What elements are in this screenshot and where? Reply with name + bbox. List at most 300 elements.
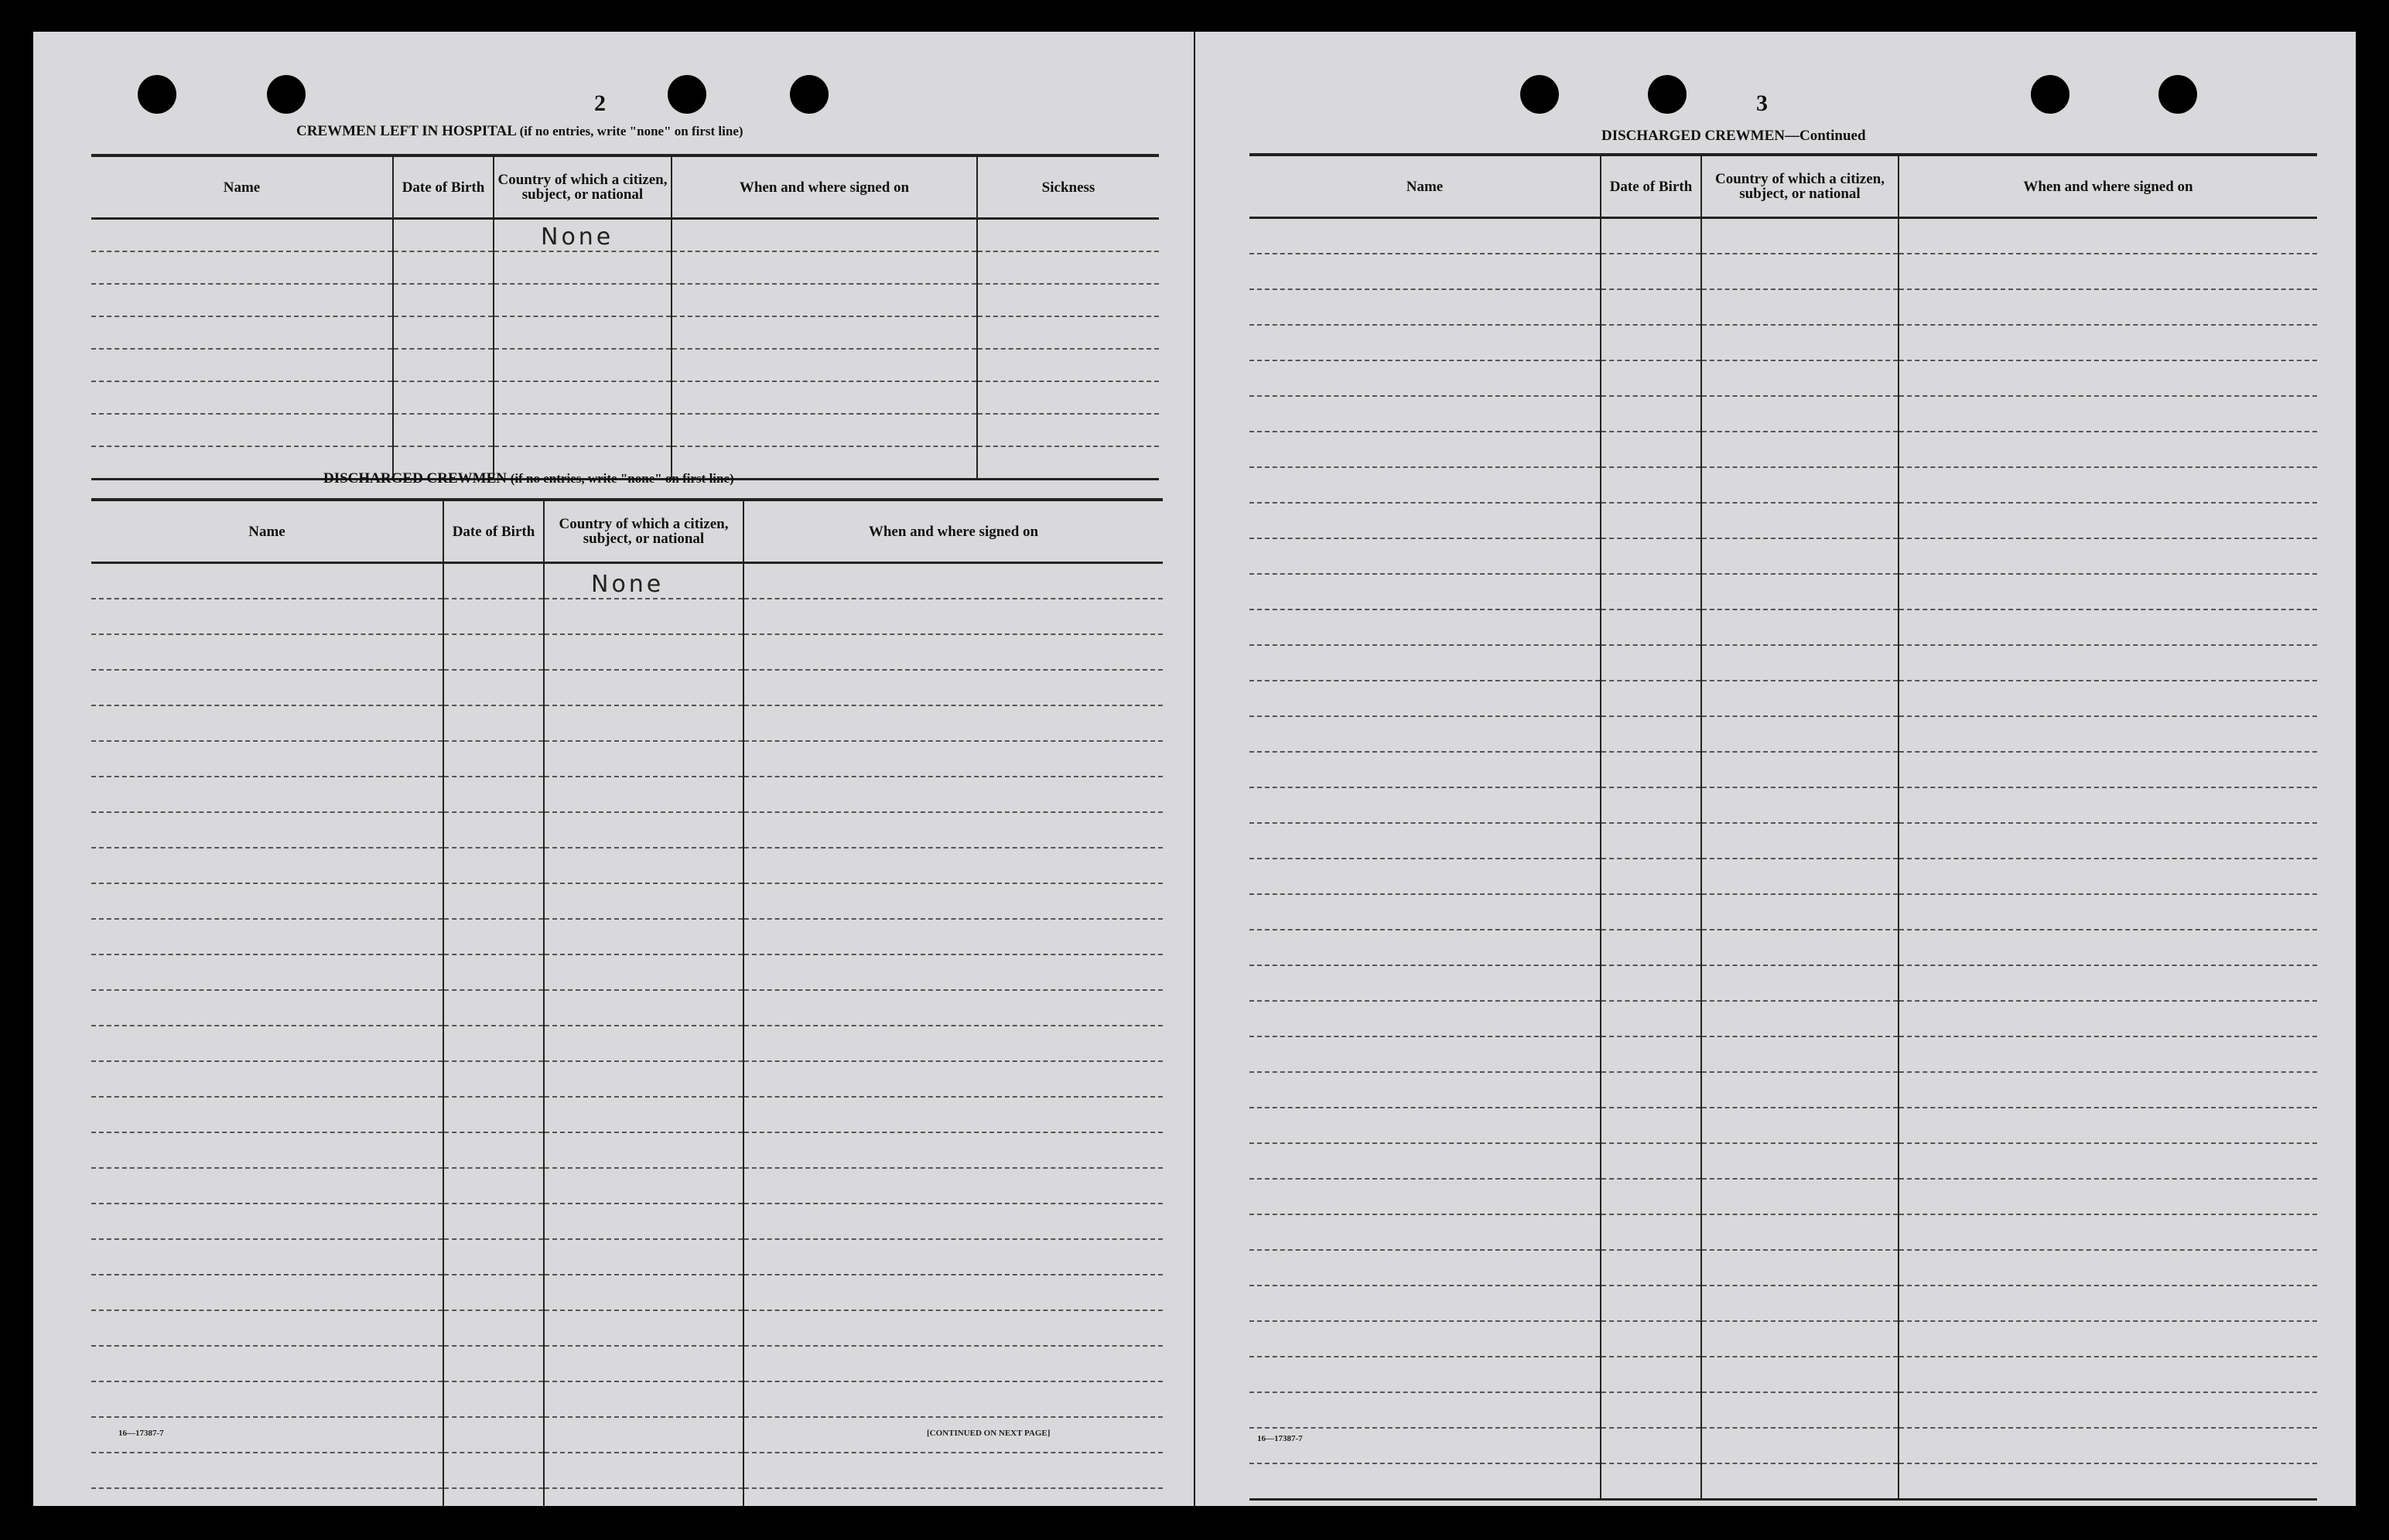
table-row [1249, 1357, 2317, 1392]
table-row [91, 919, 1163, 954]
col-header-dob: Date of Birth [1601, 155, 1701, 218]
table-cell [743, 1168, 1163, 1204]
table-cell [1249, 716, 1601, 752]
table-cell [1899, 574, 2317, 610]
table-cell [1899, 681, 2317, 716]
table-cell [1601, 360, 1701, 396]
table-row [91, 1204, 1163, 1239]
table-row [1249, 1286, 2317, 1321]
table-cell [443, 634, 544, 670]
table-cell [1701, 1108, 1899, 1143]
table-cell [1899, 1392, 2317, 1428]
table-row [1249, 787, 2317, 823]
table-cell [1899, 1357, 2317, 1392]
table-cell [1249, 1001, 1601, 1036]
table-cell [1701, 538, 1899, 574]
table-cell [1899, 1463, 2317, 1500]
table-cell [1899, 894, 2317, 930]
table-cell [1899, 432, 2317, 467]
table-cell [1701, 218, 1899, 254]
table-row [1249, 610, 2317, 645]
table-cell [743, 563, 1163, 599]
table-cell [743, 990, 1163, 1026]
table-cell [743, 1275, 1163, 1310]
punch-hole [668, 75, 706, 114]
table-cell [1601, 574, 1701, 610]
table-cell [443, 1204, 544, 1239]
table-cell [544, 883, 743, 919]
table-row [1249, 503, 2317, 538]
table-cell [1899, 965, 2317, 1001]
punch-hole [2158, 75, 2197, 114]
table-cell [1601, 467, 1701, 503]
table-row [91, 1346, 1163, 1381]
page-number: 2 [594, 90, 606, 116]
punch-hole [1648, 75, 1687, 114]
table-cell [977, 316, 1159, 349]
table-cell [544, 1239, 743, 1275]
table-row [91, 1239, 1163, 1275]
table-cell [91, 1168, 443, 1204]
table-row [1249, 1143, 2317, 1179]
table-cell [91, 251, 393, 284]
table-cell [1899, 503, 2317, 538]
table-cell [977, 251, 1159, 284]
hospital-title-note: (if no entries, write "none" on first line) [519, 124, 743, 138]
table-cell [977, 414, 1159, 446]
table-cell [1249, 538, 1601, 574]
table-cell [1899, 218, 2317, 254]
table-cell [743, 599, 1163, 634]
table-cell [672, 381, 977, 414]
table-cell [1701, 254, 1899, 289]
table-cell [1249, 325, 1601, 360]
table-row [1249, 289, 2317, 325]
form-page-left [33, 32, 1194, 1506]
table-cell [1249, 432, 1601, 467]
table-row [1249, 218, 2317, 254]
punch-hole [267, 75, 306, 114]
table-cell [1601, 1428, 1701, 1463]
table-row [1249, 1108, 2317, 1143]
table-row [91, 1310, 1163, 1346]
table-row [1249, 360, 2317, 396]
table-row [91, 563, 1163, 599]
table-cell [1701, 965, 1899, 1001]
table-cell [91, 349, 393, 381]
table-cell [1601, 503, 1701, 538]
table-cell [1899, 1428, 2317, 1463]
table-cell [443, 1488, 544, 1506]
col-header-name: Name [91, 500, 443, 563]
table-cell [1899, 467, 2317, 503]
table-cell [1899, 1250, 2317, 1286]
table-cell [544, 777, 743, 812]
table-cell [91, 1346, 443, 1381]
table-cell [1249, 254, 1601, 289]
table-cell [1701, 1143, 1899, 1179]
table-cell [494, 381, 672, 414]
table-row [91, 634, 1163, 670]
table-row [91, 284, 1159, 316]
table-cell [544, 705, 743, 741]
table-cell [977, 349, 1159, 381]
table-cell [1249, 965, 1601, 1001]
table-cell [393, 414, 494, 446]
col-header-country: Country of which a citizen, subject, or national [1701, 155, 1899, 218]
discharged-continued-title [1601, 128, 1866, 145]
table-cell [1701, 1286, 1899, 1321]
table-cell [1249, 467, 1601, 503]
table-cell [977, 219, 1159, 252]
table-cell [1701, 467, 1899, 503]
table-cell [91, 741, 443, 777]
table-row [91, 848, 1163, 883]
table-row [1249, 1321, 2317, 1357]
table-cell [443, 1346, 544, 1381]
table-row [1249, 894, 2317, 930]
table-cell [743, 705, 1163, 741]
table-cell [977, 284, 1159, 316]
table-cell [443, 954, 544, 990]
table-row [1249, 823, 2317, 859]
handwritten-entry: None [591, 571, 665, 598]
table-cell [1601, 859, 1701, 894]
table-cell [743, 848, 1163, 883]
table-cell [1701, 360, 1899, 396]
table-cell [1601, 610, 1701, 645]
table-cell [1249, 1463, 1601, 1500]
table-cell [1601, 1286, 1701, 1321]
table-cell [1249, 1392, 1601, 1428]
table-row [1249, 1179, 2317, 1214]
col-header-country: Country of which a citizen, subject, or national [544, 500, 743, 563]
col-header-signed-on: When and where signed on [1899, 155, 2317, 218]
table-cell [544, 1204, 743, 1239]
table-cell [977, 381, 1159, 414]
table-cell [1899, 716, 2317, 752]
table-cell [1701, 325, 1899, 360]
table-cell [1249, 681, 1601, 716]
table-cell [91, 1061, 443, 1097]
table-cell [443, 741, 544, 777]
table-row [91, 1275, 1163, 1310]
table-row [91, 777, 1163, 812]
table-cell [91, 1204, 443, 1239]
table-cell [91, 316, 393, 349]
table-cell [1249, 574, 1601, 610]
table-cell [1701, 1357, 1899, 1392]
table-cell [1249, 396, 1601, 432]
table-cell [443, 1026, 544, 1061]
table-cell [1601, 325, 1701, 360]
col-header-sickness: Sickness [977, 155, 1159, 219]
table-cell [743, 883, 1163, 919]
table-cell [1249, 787, 1601, 823]
table-cell [544, 1275, 743, 1310]
table-cell [1899, 254, 2317, 289]
table-cell [1249, 894, 1601, 930]
table-row [91, 316, 1159, 349]
punch-hole [790, 75, 829, 114]
table-cell [443, 848, 544, 883]
table-cell [1899, 538, 2317, 574]
table-row [1249, 716, 2317, 752]
table-cell [1601, 787, 1701, 823]
table-cell [1249, 1250, 1601, 1286]
table-cell [1899, 823, 2317, 859]
table-cell [91, 919, 443, 954]
hospital-title-text: CREWMEN LEFT IN HOSPITAL [296, 123, 516, 139]
table-cell [1601, 1143, 1701, 1179]
col-header-country: Country of which a citizen, subject, or national [494, 155, 672, 219]
table-cell [1701, 894, 1899, 930]
table-cell [1899, 752, 2317, 787]
table-cell [544, 1488, 743, 1506]
table-cell [1249, 1179, 1601, 1214]
table-cell [91, 1310, 443, 1346]
table-row [1249, 1250, 2317, 1286]
table-cell [443, 1310, 544, 1346]
table-cell [743, 1239, 1163, 1275]
table-cell [1701, 752, 1899, 787]
hospital-table [91, 154, 1159, 480]
table-cell [1701, 930, 1899, 965]
table-cell [91, 1275, 443, 1310]
discharged-continued-table [1249, 153, 2317, 1501]
table-cell [1899, 1179, 2317, 1214]
table-cell [1601, 965, 1701, 1001]
table-cell [743, 1061, 1163, 1097]
table-cell [443, 919, 544, 954]
table-row [91, 954, 1163, 990]
table-cell [494, 316, 672, 349]
table-cell [1701, 1214, 1899, 1250]
table-row [1249, 1428, 2317, 1463]
table-cell [1701, 1321, 1899, 1357]
table-cell [743, 1310, 1163, 1346]
table-cell [393, 219, 494, 252]
table-cell [1701, 1179, 1899, 1214]
table-cell [1701, 432, 1899, 467]
table-cell [1249, 610, 1601, 645]
table-cell [743, 812, 1163, 848]
table-cell [1601, 1392, 1701, 1428]
table-cell [91, 414, 393, 446]
table-cell [1701, 1036, 1899, 1072]
table-cell [743, 919, 1163, 954]
table-cell [91, 990, 443, 1026]
table-cell [1601, 1108, 1701, 1143]
table-cell [91, 883, 443, 919]
table-cell [1601, 1463, 1701, 1500]
table-cell [1249, 289, 1601, 325]
table-cell [1601, 289, 1701, 325]
table-cell [1701, 645, 1899, 681]
table-cell [1701, 574, 1899, 610]
table-cell [1601, 396, 1701, 432]
table-row [91, 219, 1159, 252]
table-cell [544, 990, 743, 1026]
table-cell [1601, 645, 1701, 681]
table-row [91, 1453, 1163, 1488]
table-row [1249, 859, 2317, 894]
table-row [1249, 1214, 2317, 1250]
hospital-section-title [296, 123, 743, 140]
table-cell [1601, 432, 1701, 467]
table-cell [1249, 360, 1601, 396]
table-cell [1249, 859, 1601, 894]
table-cell [494, 219, 672, 252]
col-header-name: Name [91, 155, 393, 219]
table-cell [672, 414, 977, 446]
table-cell [91, 812, 443, 848]
table-cell [1701, 1250, 1899, 1286]
table-cell [1601, 894, 1701, 930]
table-cell [91, 777, 443, 812]
form-number: 16—17387-7 [118, 1429, 164, 1438]
table-cell [977, 446, 1159, 480]
table-cell [672, 349, 977, 381]
table-row [91, 414, 1159, 446]
table-row [1249, 1463, 2317, 1500]
continued-suffix: —Continued [1785, 128, 1866, 144]
table-cell [743, 1132, 1163, 1168]
table-row [91, 381, 1159, 414]
table-row [1249, 1036, 2317, 1072]
table-cell [743, 634, 1163, 670]
table-cell [443, 670, 544, 705]
discharged-title-note: (if no entries, write "none" on first line) [510, 471, 734, 486]
table-row [1249, 645, 2317, 681]
table-cell [1701, 503, 1899, 538]
continued-note: [CONTINUED ON NEXT PAGE] [927, 1429, 1051, 1438]
table-cell [494, 349, 672, 381]
discharged-title-text: DISCHARGED CREWMEN [323, 470, 507, 487]
table-cell [91, 1097, 443, 1132]
table-cell [1701, 823, 1899, 859]
col-header-dob: Date of Birth [443, 500, 544, 563]
table-cell [1899, 396, 2317, 432]
table-cell [743, 670, 1163, 705]
table-cell [544, 1061, 743, 1097]
table-cell [1249, 1072, 1601, 1108]
table-cell [443, 1381, 544, 1417]
table-cell [544, 1168, 743, 1204]
table-row [91, 1381, 1163, 1417]
table-cell [393, 349, 494, 381]
table-row [91, 1061, 1163, 1097]
table-cell [443, 705, 544, 741]
table-cell [1249, 1357, 1601, 1392]
table-cell [1601, 1179, 1701, 1214]
table-row [1249, 574, 2317, 610]
table-cell [544, 634, 743, 670]
handwritten-entry: None [541, 224, 614, 251]
table-cell [494, 251, 672, 284]
table-cell [743, 1204, 1163, 1239]
table-cell [544, 919, 743, 954]
table-cell [544, 1381, 743, 1417]
table-cell [1249, 1321, 1601, 1357]
table-cell [544, 954, 743, 990]
table-cell [393, 251, 494, 284]
table-row [1249, 325, 2317, 360]
table-cell [1249, 1428, 1601, 1463]
table-cell [544, 1346, 743, 1381]
table-cell [91, 1453, 443, 1488]
table-cell [1701, 289, 1899, 325]
table-cell [743, 777, 1163, 812]
table-cell [1249, 823, 1601, 859]
table-cell [1701, 1001, 1899, 1036]
table-cell [743, 1453, 1163, 1488]
table-cell [443, 1168, 544, 1204]
table-cell [443, 990, 544, 1026]
table-cell [1701, 787, 1899, 823]
table-cell [544, 1453, 743, 1488]
table-row [91, 1097, 1163, 1132]
table-cell [91, 284, 393, 316]
table-cell [1899, 1214, 2317, 1250]
table-cell [443, 777, 544, 812]
table-cell [1899, 1286, 2317, 1321]
table-cell [743, 954, 1163, 990]
table-cell [743, 1381, 1163, 1417]
punch-hole [2031, 75, 2069, 114]
page-number: 3 [1756, 90, 1768, 116]
table-row [1249, 930, 2317, 965]
table-row [1249, 432, 2317, 467]
discharged-continued-title-text: DISCHARGED CREWMEN [1601, 128, 1785, 144]
table-cell [1601, 1036, 1701, 1072]
table-cell [1701, 396, 1899, 432]
table-cell [443, 1097, 544, 1132]
table-cell [1601, 1214, 1701, 1250]
table-cell [1249, 1108, 1601, 1143]
table-cell [1601, 1072, 1701, 1108]
table-cell [443, 1275, 544, 1310]
table-cell [393, 284, 494, 316]
table-cell [1249, 752, 1601, 787]
table-cell [672, 284, 977, 316]
table-cell [1899, 787, 2317, 823]
table-row [91, 1488, 1163, 1506]
punch-hole [1520, 75, 1559, 114]
table-cell [1701, 716, 1899, 752]
table-cell [91, 1488, 443, 1506]
table-row [91, 812, 1163, 848]
table-cell [443, 1453, 544, 1488]
table-cell [1701, 681, 1899, 716]
table-row [1249, 396, 2317, 432]
table-cell [1701, 1428, 1899, 1463]
table-cell [1601, 716, 1701, 752]
form-number: 16—17387-7 [1257, 1434, 1303, 1443]
table-cell [1899, 289, 2317, 325]
table-cell [443, 883, 544, 919]
table-cell [443, 1239, 544, 1275]
table-cell [91, 219, 393, 252]
table-cell [91, 1239, 443, 1275]
table-cell [91, 848, 443, 883]
table-row [91, 349, 1159, 381]
table-cell [494, 284, 672, 316]
table-cell [544, 1097, 743, 1132]
col-header-signed-on: When and where signed on [743, 500, 1163, 563]
table-cell [743, 1488, 1163, 1506]
table-cell [544, 1026, 743, 1061]
